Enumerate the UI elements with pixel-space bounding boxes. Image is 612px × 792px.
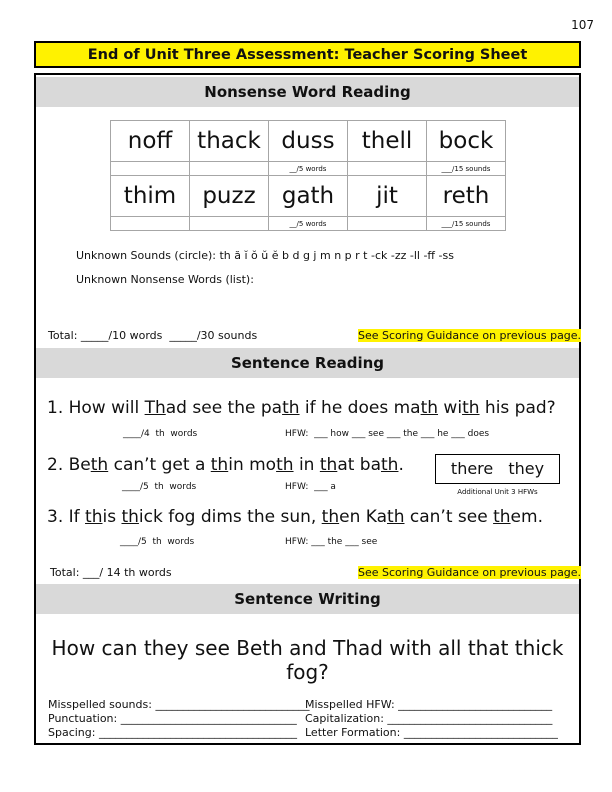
nonsense-word: bock	[427, 121, 506, 162]
sentence-reading-total: Total: ___/ 14 th words	[50, 566, 172, 579]
page-number: 107	[571, 18, 594, 32]
score-cell	[190, 162, 269, 176]
sentence-1-score: ____/4 th words	[123, 429, 198, 439]
letter-formation-line: Letter Formation: ____________________________	[305, 726, 558, 739]
capitalization-line: Capitalization: ______________________________	[305, 712, 553, 725]
score-cell	[190, 217, 269, 231]
score-cell	[111, 217, 190, 231]
sounds-score: ___/15 sounds	[427, 217, 506, 231]
section-header-sentence-reading: Sentence Reading	[36, 348, 579, 378]
nonsense-word: duss	[269, 121, 348, 162]
unknown-sounds-line: Unknown Sounds (circle): th ă ĭ ŏ ŭ ĕ b d g j m n p r t -ck -zz -ll -ff -ss	[76, 249, 454, 262]
sentence-3: 3. If this thick fog dims the sun, then Kath can’t see them.	[47, 507, 543, 527]
spacing-line: Spacing: ____________________________________	[48, 726, 297, 739]
sentence-3-score: ____/5 th words	[120, 537, 195, 547]
scoring-guidance-note: See Scoring Guidance on previous page.	[358, 329, 582, 342]
sentence-1-hfw: HFW: ___ how ___ see ___ the ___ he ___ does	[285, 429, 490, 439]
section-header-nonsense: Nonsense Word Reading	[36, 77, 579, 107]
nonsense-word: noff	[111, 121, 190, 162]
nonsense-word: reth	[427, 176, 506, 217]
nonsense-total: Total: _____/10 words _____/30 sounds	[48, 329, 258, 342]
score-cell	[111, 162, 190, 176]
score-cell	[348, 162, 427, 176]
words-score: __/5 words	[269, 217, 348, 231]
nonsense-word: jit	[348, 176, 427, 217]
nonsense-word: puzz	[190, 176, 269, 217]
sounds-score: ___/15 sounds	[427, 162, 506, 176]
section-header-sentence-writing: Sentence Writing	[36, 584, 579, 614]
scoring-guidance-note: See Scoring Guidance on previous page.	[358, 566, 582, 579]
nonsense-word: thell	[348, 121, 427, 162]
misspelled-hfw-line: Misspelled HFW: ____________________________	[305, 698, 553, 711]
nonsense-word: gath	[269, 176, 348, 217]
additional-hfw-box: there they	[435, 454, 560, 484]
words-score: __/5 words	[269, 162, 348, 176]
unknown-words-line: Unknown Nonsense Words (list):	[76, 273, 254, 286]
sentence-2-score: ____/5 th words	[122, 482, 197, 492]
nonsense-word: thack	[190, 121, 269, 162]
page-title: End of Unit Three Assessment: Teacher Scoring Sheet	[34, 41, 581, 68]
sentence-1: 1. How will Thad see the path if he does math with his pad?	[47, 398, 556, 418]
misspelled-sounds-line: Misspelled sounds: ____________________________	[48, 698, 310, 711]
additional-hfw-caption: Additional Unit 3 HFWs	[457, 488, 538, 496]
nonsense-word: thim	[111, 176, 190, 217]
punctuation-line: Punctuation: ________________________________	[48, 712, 297, 725]
nonsense-word-table	[110, 120, 506, 231]
sentence-3-hfw: HFW: ___ the ___ see	[285, 537, 378, 547]
dictation-sentence: How can they see Beth and Thad with all that thick fog?	[51, 636, 564, 684]
score-cell	[348, 217, 427, 231]
sentence-2-hfw: HFW: ___ a	[285, 482, 336, 492]
sentence-2: 2. Beth can’t get a thin moth in that bath.	[47, 455, 404, 475]
